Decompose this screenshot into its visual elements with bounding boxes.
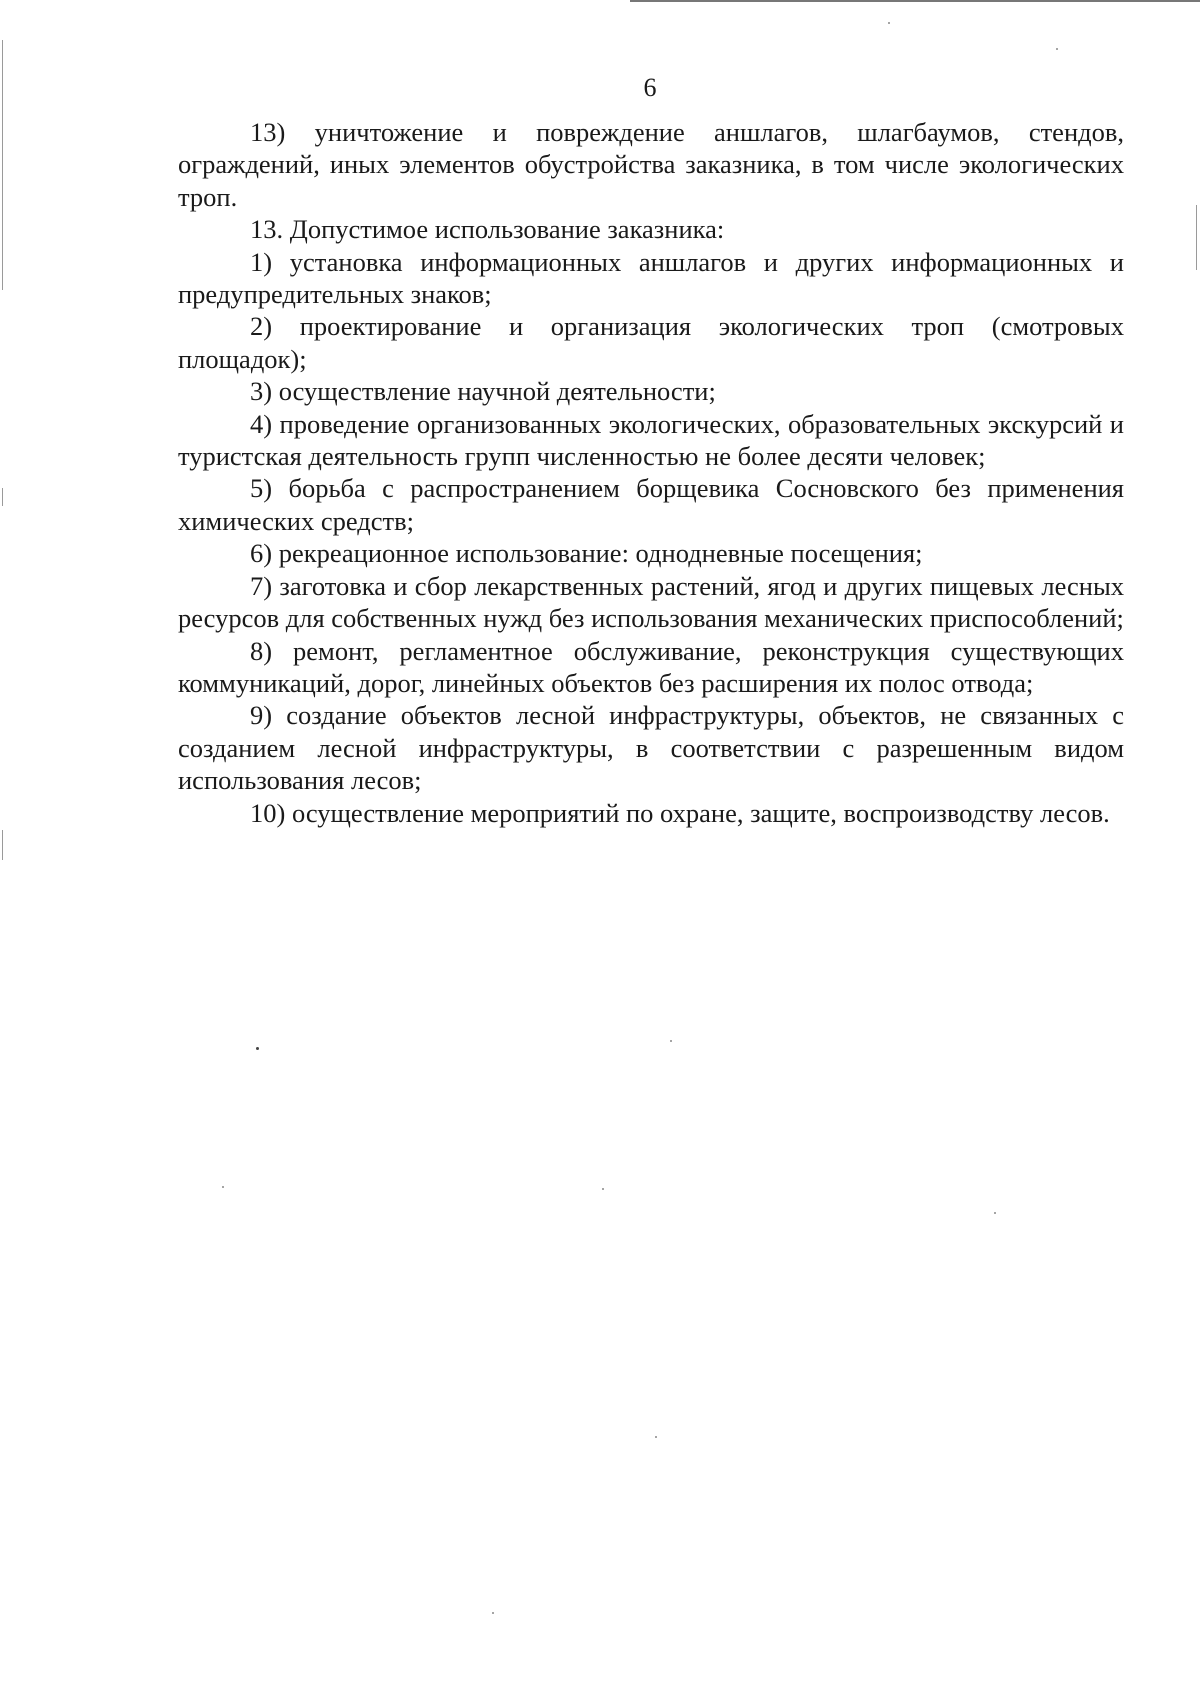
list-item-scientific-activity: 3) осуществление научной деятельности; [250,376,716,407]
scan-speck [1056,48,1058,50]
scan-top-border [630,0,1200,2]
list-item-info-signs: 1) установка информационных аншлагов и других информационных и предупредительных знаков; [178,246,1124,310]
scan-left-edge-mark [2,488,3,506]
list-item-eco-trails: 2) проектирование и организация экологических троп (смотровых площадок); [178,311,1124,374]
scan-speck [670,1040,672,1042]
list-item-recreation: 6) рекреационное использование: однодневные посещения; [250,538,923,569]
page-number: 6 [643,73,657,102]
scan-speck [655,1436,657,1438]
scan-speck [256,1047,259,1050]
list-item-destruction-of-signs: 13) уничтожение и повреждение аншлагов, шлагбаумов, стендов, ограждений, иных элементов обустройства заказника, в том числе экологических троп. [178,117,1124,212]
section-heading-permitted-use: 13. Допустимое использование заказника: [250,214,725,245]
scan-left-edge-mark [2,830,3,860]
list-item-harvesting: 7) заготовка и сбор лекарственных растений, ягод и других пищевых лесных ресурсов для собственных нужд без использования механических приспособлений; [178,570,1124,634]
scan-speck [492,1612,494,1614]
list-item-hogweed-control: 5) борьба с распространением борщевика Сосновского без применения химических средств; [178,473,1124,536]
scan-speck [888,22,890,24]
list-item-excursions: 4) проведение организованных экологических, образовательных экскурсий и туристская деятельность групп численностью не более десяти человек; [178,408,1124,472]
scan-speck [222,1186,224,1188]
scan-speck [602,1188,604,1190]
list-item-maintenance: 8) ремонт, регламентное обслуживание, реконструкция существующих коммуникаций, дорог, линейных объектов без расширения их полос отвода; [178,635,1124,698]
document-body [178,116,1124,829]
scan-speck [994,1212,996,1214]
scan-right-edge-mark [1196,205,1197,270]
list-item-forest-infrastructure: 9) создание объектов лесной инфраструктуры, объектов, не связанных с созданием лесной инфраструктуры, в соответствии с разрешенным видом использования лесов; [178,700,1124,796]
list-item-forest-protection: 10) осуществление мероприятий по охране, защите, воспроизводству лесов. [250,797,1110,828]
